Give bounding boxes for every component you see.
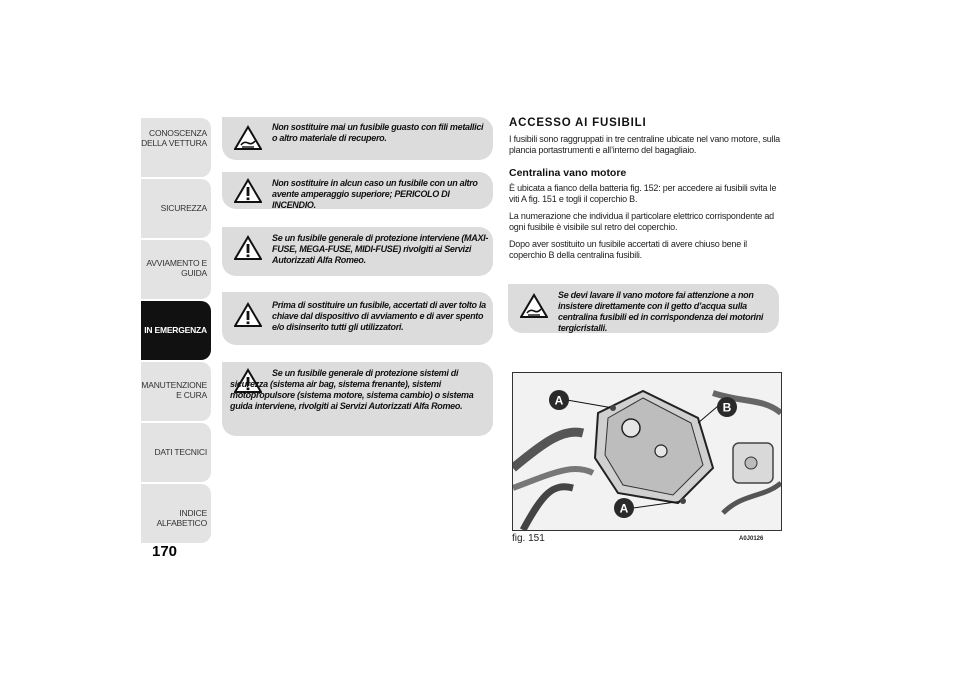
warning-text: Non sostituire in alcun caso un fusibile con un altro avente amperaggio superiore; PERICOLO DI INCENDIO. (272, 178, 478, 210)
paragraph: È ubicata a fianco della batteria fig. 152: per accedere ai fusibili svita le viti A fig. 151 e togli il coperchio B. (509, 183, 777, 204)
tab-dati-tecnici[interactable]: DATI TECNICI (141, 423, 211, 482)
warning-text: Se un fusibile generale di protezione interviene (MAXI-FUSE, MEGA-FUSE, MIDI-FUSE) rivolgiti ai Servizi Autorizzati Alfa Romeo. (272, 233, 489, 265)
paragraph: Dopo aver sostituito un fusibile accertati di avere chiuso bene il coperchio B della centralina fusibili. (509, 239, 747, 260)
warning-text: Non sostituire mai un fusibile guasto con fili metallici o altro materiale di recupero. (272, 122, 484, 143)
warning-text: Se un fusibile generale di protezione sistemi di sicurezza (sistema air bag, sistema frenante), sistemi motopropulsore (sistema motore, sistema cambio) o sistema guida interviene, rivolgiti ai Servizi Autorizzati Alfa Romeo. (230, 368, 474, 411)
tab-avviamento[interactable]: AVVIAMENTO E GUIDA (141, 240, 211, 299)
danger-triangle-icon (234, 235, 262, 261)
label-b: B (722, 400, 732, 415)
tab-conoscenza[interactable]: CONOSCENZA DELLA VETTURA (141, 118, 211, 177)
section-title: ACCESSO AI FUSIBILI (509, 117, 647, 129)
paragraph: La numerazione che individua il particolare elettrico corrispondente ad ogni fusibile è visibile sul retro del coperchio. (509, 211, 774, 232)
warning-box (222, 117, 493, 160)
page-number: 170 (152, 543, 178, 560)
danger-triangle-icon (234, 302, 262, 328)
warning-box (222, 172, 493, 209)
danger-triangle-icon (234, 178, 262, 204)
warning-box (222, 227, 493, 276)
engine-fuse-box-figure (512, 372, 782, 531)
tab-manutenzione[interactable]: MANUTENZIONE E CURA (141, 362, 211, 421)
figure-caption: fig. 151 (512, 533, 545, 544)
intro-paragraph: I fusibili sono raggruppati in tre centraline ubicate nel vano motore, sulla plancia portastrumenti e all’interno del bagagliaio. (509, 134, 780, 155)
figure-code: A0J0126 (739, 536, 764, 542)
warning-text: Se devi lavare il vano motore fai attenzione a non insistere direttamente con il getto d’acqua sulla centralina fusibili ed in corrispondenza dei motorini tergicristalli. (558, 290, 764, 333)
warning-box (222, 292, 493, 345)
tab-sicurezza[interactable]: SICUREZZA (141, 179, 211, 238)
tab-in-emergenza[interactable]: IN EMERGENZA (141, 301, 211, 360)
warning-box (508, 284, 779, 333)
environment-icon (520, 293, 548, 319)
label-a-top: A (554, 393, 564, 408)
warning-text: Prima di sostituire un fusibile, accertati di aver tolto la chiave dal dispositivo di avviamento e di aver spento e/o disinserito tutti gli utilizzatori. (272, 300, 486, 332)
subsection-title: Centralina vano motore (509, 167, 627, 179)
fuse-box-illustration (513, 373, 781, 530)
warning-box (222, 362, 493, 436)
tab-indice-alfabetico[interactable]: INDICE ALFABETICO (141, 484, 211, 543)
environment-icon (234, 125, 262, 151)
label-a-bottom: A (619, 501, 629, 516)
